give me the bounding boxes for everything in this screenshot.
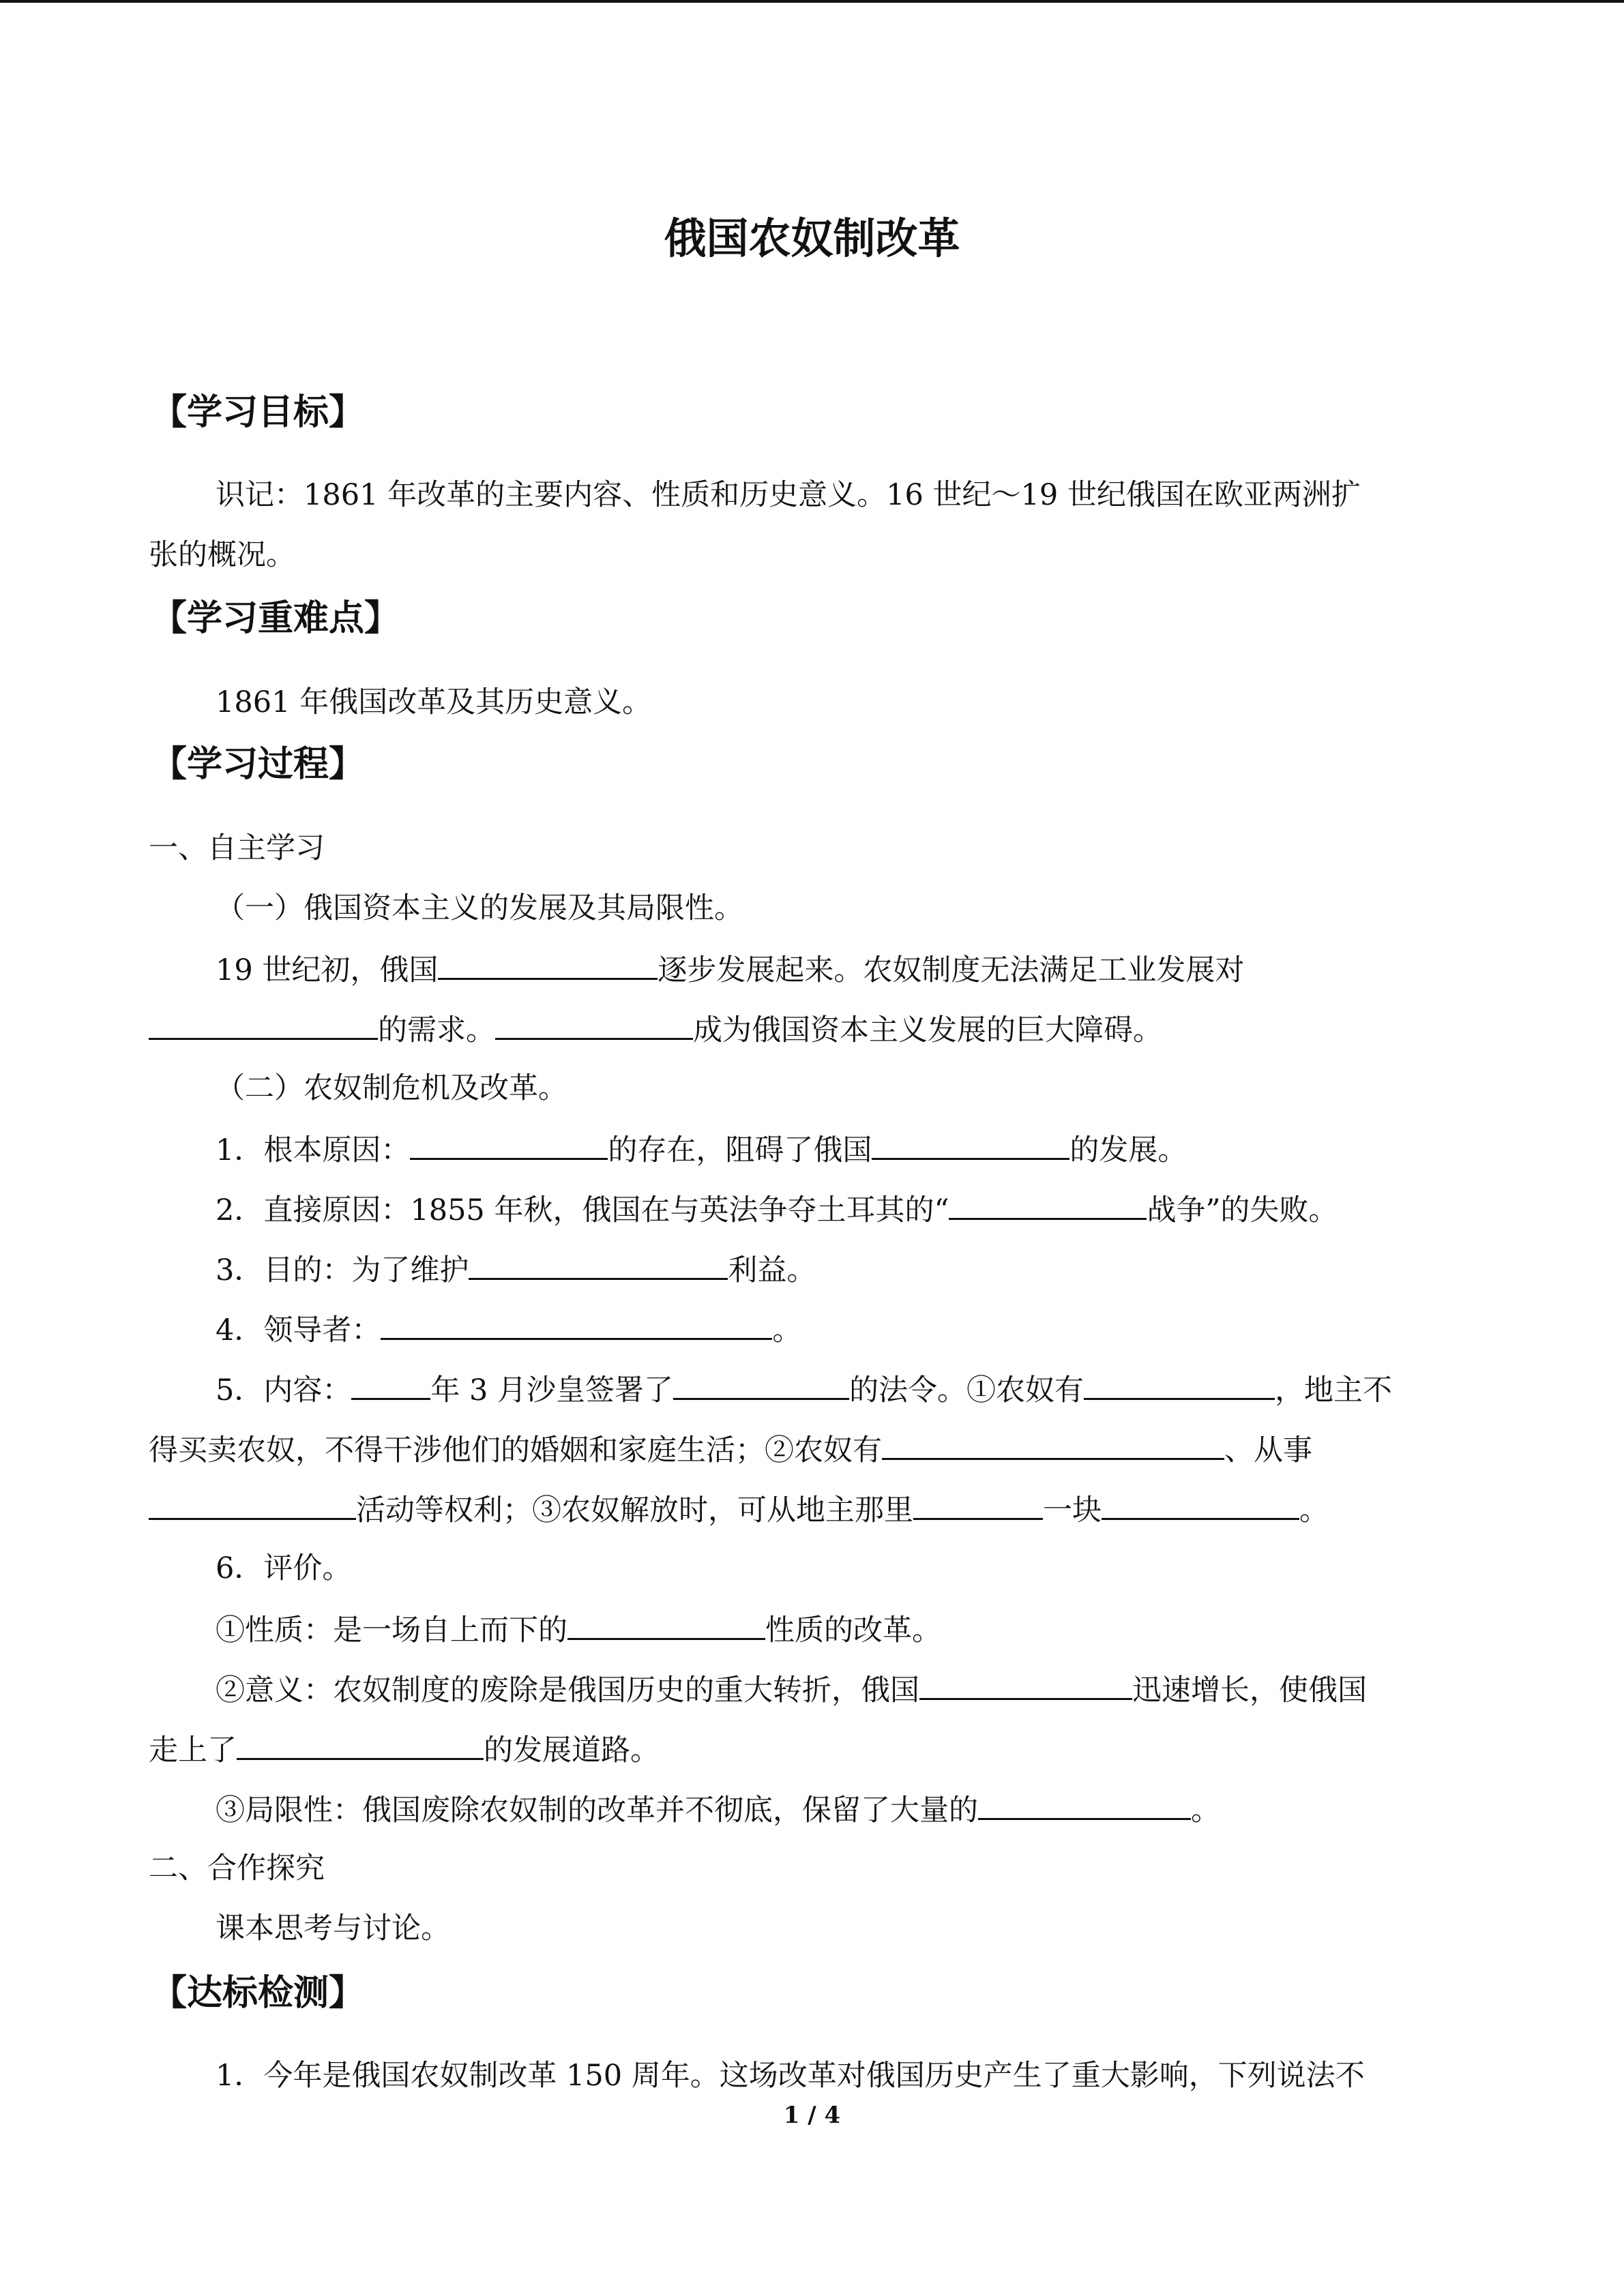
text: 。 (772, 1313, 802, 1347)
fill-blank[interactable] (673, 1368, 849, 1400)
fill-blank[interactable] (978, 1788, 1191, 1820)
item-6-evaluation: 6．评价。 (216, 1551, 352, 1585)
text: 的需求。 (378, 1013, 495, 1047)
question-1: 1．今年是俄国农奴制改革 150 周年。这场改革对俄国历史产生了重大影响，下列说法不 (216, 2059, 1365, 2093)
evaluation-nature (216, 1608, 941, 1651)
text: 性质的改革。 (765, 1613, 941, 1648)
item-4-leader (216, 1308, 801, 1351)
item-5-content-line-3 (149, 1488, 1329, 1531)
part2-title: 二、合作探究 (149, 1851, 325, 1885)
fill-blank[interactable] (237, 1728, 484, 1760)
page-number: 1 / 4 (783, 2102, 841, 2129)
fill-blank[interactable] (351, 1368, 430, 1400)
text: 走上了 (149, 1733, 237, 1768)
text: ②意义：农奴制度的废除是俄国历史的重大转折，俄国 (216, 1673, 919, 1708)
heading-assessment: 【达标检测】 (151, 1973, 365, 2014)
text: 1．根本原因： (216, 1133, 411, 1167)
fill-blank[interactable] (872, 1128, 1069, 1160)
text: 2．直接原因：1855 年秋，俄国在与英法争夺土耳其的“ (216, 1193, 949, 1227)
goals-text-line-2: 张的概况。 (149, 538, 295, 572)
fill-blank[interactable] (567, 1608, 765, 1640)
fill-blank[interactable] (913, 1488, 1043, 1520)
part1-title: 一、自主学习 (149, 831, 325, 865)
text: 的法令。①农奴有 (849, 1373, 1084, 1407)
fill-blank[interactable] (1102, 1488, 1299, 1520)
sub1-title: （一）俄国资本主义的发展及其局限性。 (216, 891, 743, 925)
fill-blank[interactable] (149, 1488, 356, 1520)
fill-blank[interactable] (919, 1668, 1132, 1700)
text: 成为俄国资本主义发展的巨大障碍。 (693, 1013, 1162, 1047)
text: 的存在，阻碍了俄国 (608, 1133, 872, 1167)
text: 。 (1191, 1793, 1220, 1828)
text: 利益。 (728, 1253, 816, 1287)
text: 19 世纪初，俄国 (216, 953, 439, 987)
part2-text: 课本思考与讨论。 (216, 1911, 450, 1945)
text: 的发展。 (1069, 1133, 1187, 1167)
fill-blank[interactable] (949, 1188, 1147, 1220)
item-2-direct-cause (216, 1188, 1338, 1231)
fill-blank[interactable] (149, 1008, 378, 1040)
item-1-root-cause (216, 1128, 1187, 1171)
heading-learning-process: 【学习过程】 (151, 744, 365, 785)
text: 活动等权利；③农奴解放时，可从地主那里 (356, 1493, 913, 1527)
text: ①性质：是一场自上而下的 (216, 1613, 567, 1648)
paragraph-1-line-2 (149, 1008, 1162, 1051)
fill-blank[interactable] (410, 1128, 608, 1160)
fill-blank[interactable] (882, 1428, 1224, 1460)
top-border-line (0, 0, 1624, 3)
fill-blank[interactable] (495, 1008, 693, 1040)
sub2-title: （二）农奴制危机及改革。 (216, 1071, 567, 1105)
text: 5．内容： (216, 1373, 352, 1407)
text: 。 (1299, 1493, 1329, 1527)
paragraph-1-line-1 (216, 948, 1244, 991)
fill-blank[interactable] (438, 948, 658, 980)
key-points-text: 1861 年俄国改革及其历史意义。 (216, 685, 652, 719)
text: 、从事 (1224, 1433, 1312, 1467)
document-title: 俄国农奴制改革 (664, 213, 960, 263)
evaluation-limitation (216, 1788, 1220, 1831)
item-5-content-line-2 (149, 1428, 1312, 1471)
heading-learning-goals: 【学习目标】 (151, 392, 365, 433)
evaluation-significance-line-1 (216, 1668, 1367, 1711)
text: 4．领导者： (216, 1313, 381, 1347)
item-3-purpose (216, 1248, 816, 1291)
text: ，地主不 (1275, 1373, 1393, 1407)
text: 迅速增长，使俄国 (1132, 1673, 1367, 1708)
fill-blank[interactable] (469, 1248, 728, 1280)
evaluation-significance-line-2 (149, 1728, 660, 1771)
fill-blank[interactable] (1084, 1368, 1275, 1400)
text: 年 3 月沙皇签署了 (430, 1373, 674, 1407)
text: 得买卖农奴，不得干涉他们的婚姻和家庭生活；②农奴有 (149, 1433, 882, 1467)
item-5-content-line-1 (216, 1368, 1392, 1411)
text: 3．目的：为了维护 (216, 1253, 469, 1287)
text: 逐步发展起来。农奴制度无法满足工业发展对 (658, 953, 1245, 987)
text: 的发展道路。 (484, 1733, 660, 1768)
text: 一块 (1043, 1493, 1102, 1527)
goals-text-line-1: 识记：1861 年改革的主要内容、性质和历史意义。16 世纪～19 世纪俄国在欧亚两洲扩 (216, 478, 1361, 512)
text: 战争”的失败。 (1147, 1193, 1338, 1227)
text: ③局限性：俄国废除农奴制的改革并不彻底，保留了大量的 (216, 1793, 978, 1828)
fill-blank[interactable] (381, 1308, 772, 1340)
heading-key-points: 【学习重难点】 (151, 598, 400, 639)
